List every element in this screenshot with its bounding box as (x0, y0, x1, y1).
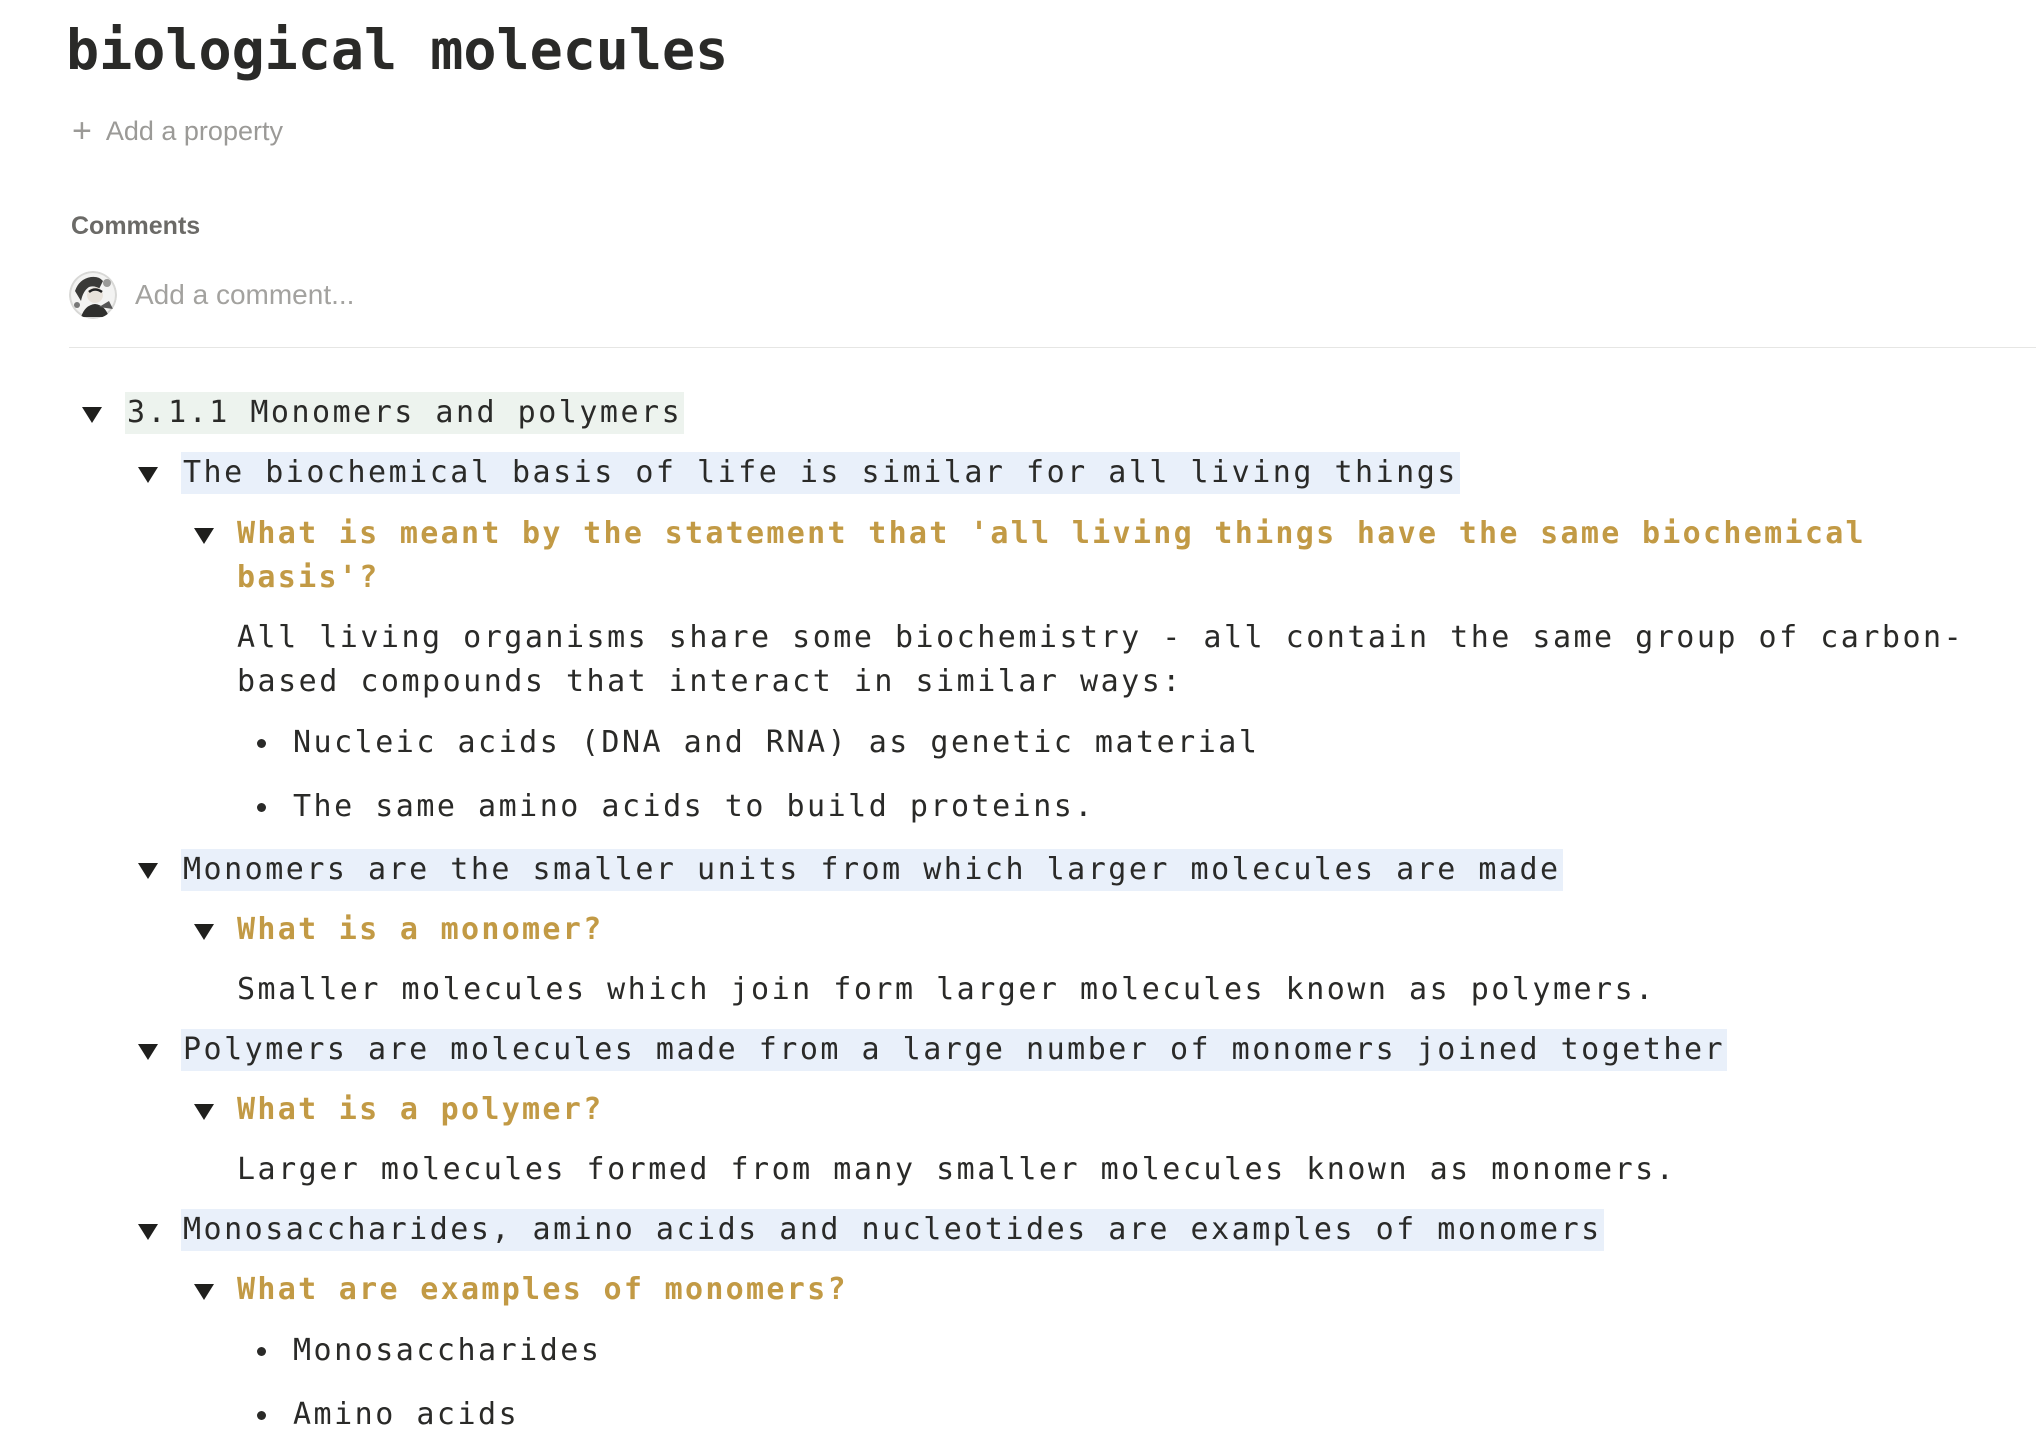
list-item: Amino acids (293, 1397, 520, 1432)
topic-heading[interactable]: Monosaccharides, amino acids and nucleotides are examples of monomers (181, 1209, 1604, 1251)
list-item: Nucleic acids (DNA and RNA) as genetic material (293, 725, 1260, 760)
plus-icon: + (72, 112, 92, 150)
answer-text: All living organisms share some biochemistry - all contain the same group of carbon- (237, 620, 1965, 655)
add-property-button[interactable] (72, 113, 283, 149)
user-avatar-icon (69, 271, 117, 319)
toggle-triangle-icon[interactable] (80, 402, 104, 426)
answer-text: Smaller molecules which join form larger molecules known as polymers. (237, 972, 1656, 1007)
topic-heading[interactable]: Monomers are the smaller units from which larger molecules are made (181, 849, 1563, 891)
toggle-triangle-icon[interactable] (192, 1279, 216, 1303)
bullet-dot (257, 1347, 266, 1356)
toggle-triangle-icon[interactable] (136, 858, 160, 882)
answer-text-continued: based compounds that interact in similar ways: (237, 664, 1183, 699)
avatar[interactable] (69, 271, 117, 319)
toggle-triangle-icon[interactable] (192, 1099, 216, 1123)
answer-text: Larger molecules formed from many smaller molecules known as monomers. (237, 1152, 1677, 1187)
question-text-continued[interactable]: basis'? (237, 560, 380, 595)
comment-input[interactable] (135, 279, 1035, 311)
question-text[interactable]: What are examples of monomers? (237, 1272, 848, 1307)
bullet-dot (257, 739, 266, 748)
toggle-triangle-icon[interactable] (136, 1039, 160, 1063)
topic-heading[interactable]: Polymers are molecules made from a large number of monomers joined together (181, 1029, 1727, 1071)
list-item: The same amino acids to build proteins. (293, 789, 1095, 824)
toggle-triangle-icon[interactable] (192, 523, 216, 547)
bullet-dot (257, 1411, 266, 1420)
comment-row (69, 270, 1035, 320)
toggle-triangle-icon[interactable] (136, 462, 160, 486)
comments-label: Comments (71, 212, 201, 240)
section-heading[interactable]: 3.1.1 Monomers and polymers (125, 392, 684, 434)
divider (69, 347, 2036, 348)
toggle-triangle-icon[interactable] (192, 919, 216, 943)
topic-heading[interactable]: The biochemical basis of life is similar for all living things (181, 452, 1460, 494)
add-property-label: Add a property (105, 115, 283, 146)
page-title[interactable]: biological molecules (66, 18, 729, 82)
toggle-triangle-icon[interactable] (136, 1219, 160, 1243)
bullet-dot (257, 803, 266, 812)
question-text[interactable]: What is a polymer? (237, 1092, 604, 1127)
question-text[interactable]: What is meant by the statement that 'all living things have the same biochemical (237, 516, 1866, 551)
question-text[interactable]: What is a monomer? (237, 912, 604, 947)
list-item: Monosaccharides (293, 1333, 602, 1368)
